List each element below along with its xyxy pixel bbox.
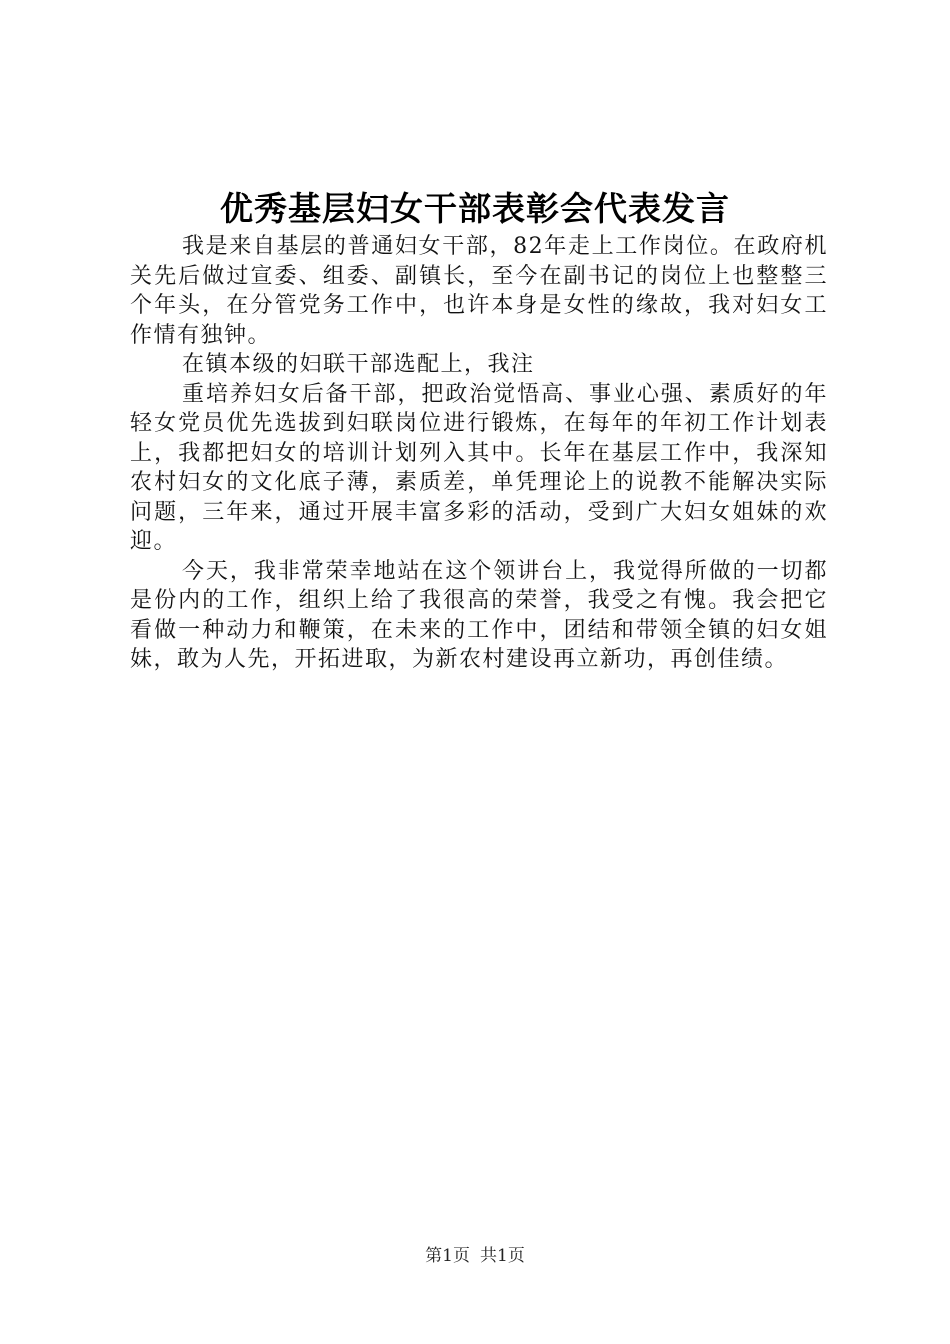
page-footer [0, 1244, 950, 1268]
paragraph-training: 重培养妇女后备干部，把政治觉悟高、事业心强、素质好的年轻女党员优先选拔到妇联岗位进行锻炼，在每年的年初工作计划表上，我都把妇女的培训计划列入其中。长年在基层工作中，我深知农村妇女的文化底子薄，素质差，单凭理论上的说教不能解决实际问题，三年来，通过开展丰富多彩的活动，受到广大妇女姐妹的欢迎。 [130, 381, 828, 554]
document-body [130, 232, 828, 675]
paragraph-intro: 我是来自基层的普通妇女干部，82年走上工作岗位。在政府机关先后做过宣委、组委、副镇长，至今在副书记的岗位上也整整三个年头，在分管党务工作中，也许本身是女性的缘故，我对妇女工作情有独钟。 [130, 234, 828, 348]
page-total: 共1页 [480, 1246, 525, 1266]
paragraph-selection: 在镇本级的妇联干部选配上，我注 [182, 352, 535, 377]
paragraph-closing: 今天，我非常荣幸地站在这个领讲台上，我觉得所做的一切都是份内的工作，组织上给了我很高的荣誉，我受之有愧。我会把它看做一种动力和鞭策，在未来的工作中，团结和带领全镇的妇女姐妹，敢为人先，开拓进取，为新农村建设再立新功，再创佳绩。 [130, 558, 828, 672]
document-title: 优秀基层妇女干部表彰会代表发言 [220, 189, 730, 228]
page-number: 第1页 [425, 1246, 470, 1266]
